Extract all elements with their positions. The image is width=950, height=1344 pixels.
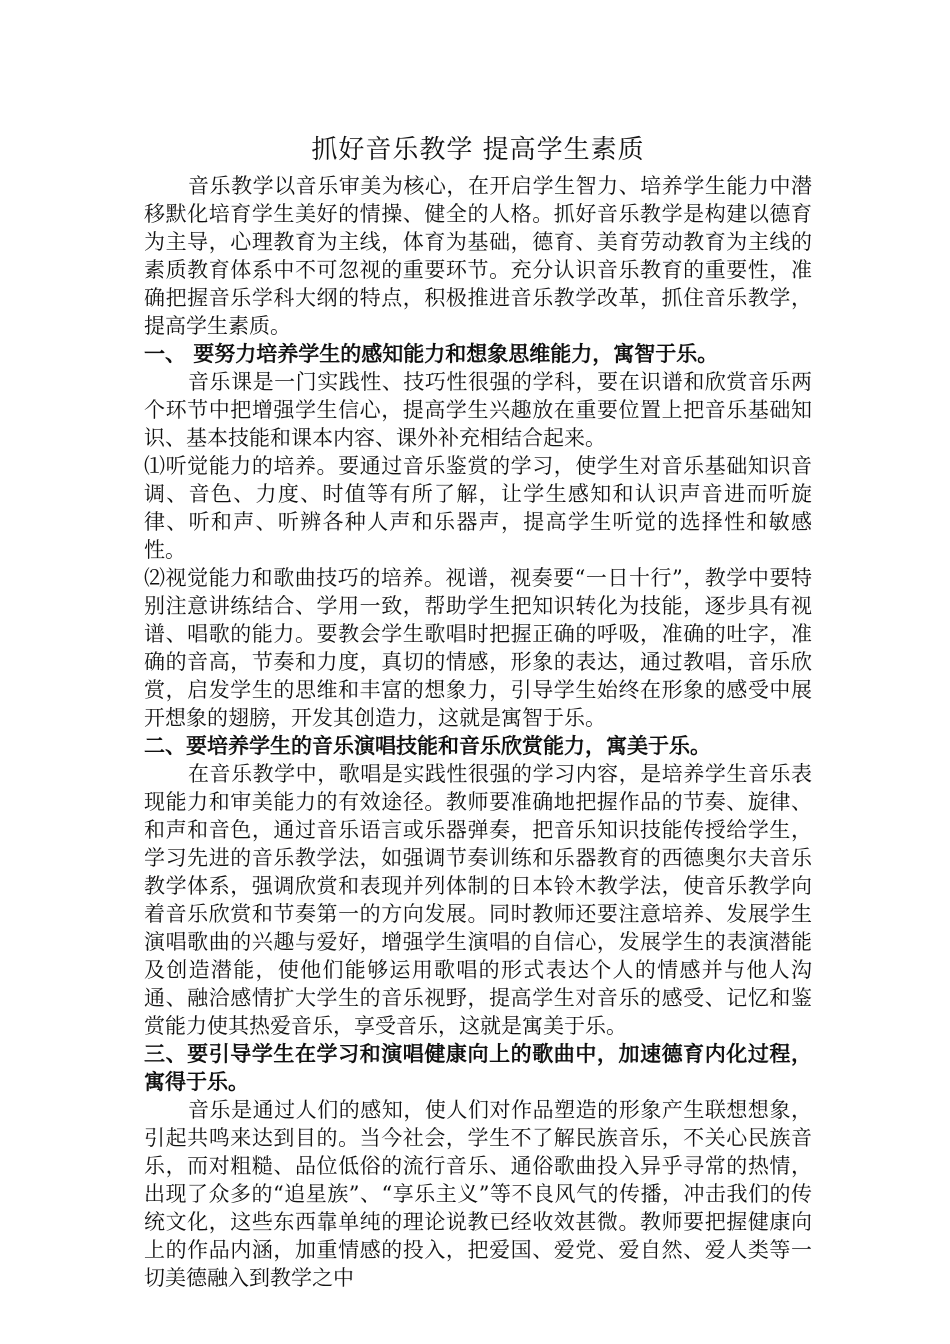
- section3-heading: 三、要引导学生在学习和演唱健康向上的歌曲中，加速德育内化过程，寓得于乐。: [144, 1041, 812, 1094]
- section1-paragraph-2: ⑴听觉能力的培养。要通过音乐鉴赏的学习，使学生对音乐基础知识音调、音色、力度、时值等有所了解，让学生感知和认识声音进而听旋律、听和声、听辨各种人声和乐器声，提高学生听觉的选择性和敏感性。: [144, 454, 812, 562]
- section2-paragraph-1: 在音乐教学中，歌唱是实践性很强的学习内容，是培养学生音乐表现能力和审美能力的有效途径。教师要准确地把握作品的节奏、旋律、和声和音色，通过音乐语言或乐器弹奏，把音乐知识技能传授给学生，学习先进的音乐教学法，如强调节奏训练和乐器教育的西德奥尔夫音乐教学体系，强调欣赏和表现并列体制的日本铃木教学法，使音乐教学向着音乐欣赏和节奏第一的方向发展。同时教师还要注意培养、发展学生演唱歌曲的兴趣与爱好，增强学生演唱的自信心，发展学生的表演潜能及创造潜能，使他们能够运用歌唱的形式表达个人的情感并与他人沟通、融洽感情扩大学生的音乐视野，提高学生对音乐的感受、记忆和鉴赏能力使其热爱音乐，享受音乐，这就是寓美于乐。: [144, 762, 812, 1038]
- document-title: 抓好音乐教学 提高学生素质: [311, 135, 645, 165]
- section2-heading: 二、要培养学生的音乐演唱技能和音乐欣赏能力，寓美于乐。: [144, 733, 711, 758]
- section1-paragraph-3: ⑵视觉能力和歌曲技巧的培养。视谱，视奏要“一日十行”，教学中要特别注意讲练结合、学用一致，帮助学生把知识转化为技能，逐步具有视谱、唱歌的能力。要教会学生歌唱时把握正确的呼吸，准确的吐字，准确的音高，节奏和力度，真切的情感，形象的表达，通过教唱，音乐欣赏，启发学生的思维和丰富的想象力，引导学生始终在形象的感受中展开想象的翅膀，开发其创造力，这就是寓智于乐。: [144, 566, 812, 730]
- intro-paragraph: 音乐教学以音乐审美为核心，在开启学生智力、培养学生能力中潜移默化培育学生美好的情操、健全的人格。抓好音乐教学是构建以德育为主导，心理教育为主线，体育为基础，德育、美育劳动教育为主线的素质教育体系中不可忽视的重要环节。充分认识音乐教育的重要性，准确把握音乐学科大纲的特点，积极推进音乐教学改革，抓住音乐教学，提高学生素质。: [144, 174, 812, 338]
- section1-paragraph-1: 音乐课是一门实践性、技巧性很强的学科，要在识谱和欣赏音乐两个环节中把增强学生信心，提高学生兴趣放在重要位置上把音乐基础知识、基本技能和课本内容、课外补充相结合起来。: [144, 370, 812, 450]
- section3-paragraph-1: 音乐是通过人们的感知，使人们对作品塑造的形象产生联想想象，引起共鸣来达到目的。当今社会，学生不了解民族音乐，不关心民族音乐，而对粗糙、品位低俗的流行音乐、通俗歌曲投入异乎寻常的热情，出现了众多的“追星族”、“享乐主义”等不良风气的传播，冲击我们的传统文化，这些东西靠单纯的理论说教已经收效甚微。教师要把握健康向上的作品内涵，加重情感的投入，把爱国、爱党、爱自然、爱人类等一切美德融入到教学之中: [144, 1098, 812, 1290]
- section1-heading: 一、 要努力培养学生的感知能力和想象思维能力，寓智于乐。: [144, 341, 719, 366]
